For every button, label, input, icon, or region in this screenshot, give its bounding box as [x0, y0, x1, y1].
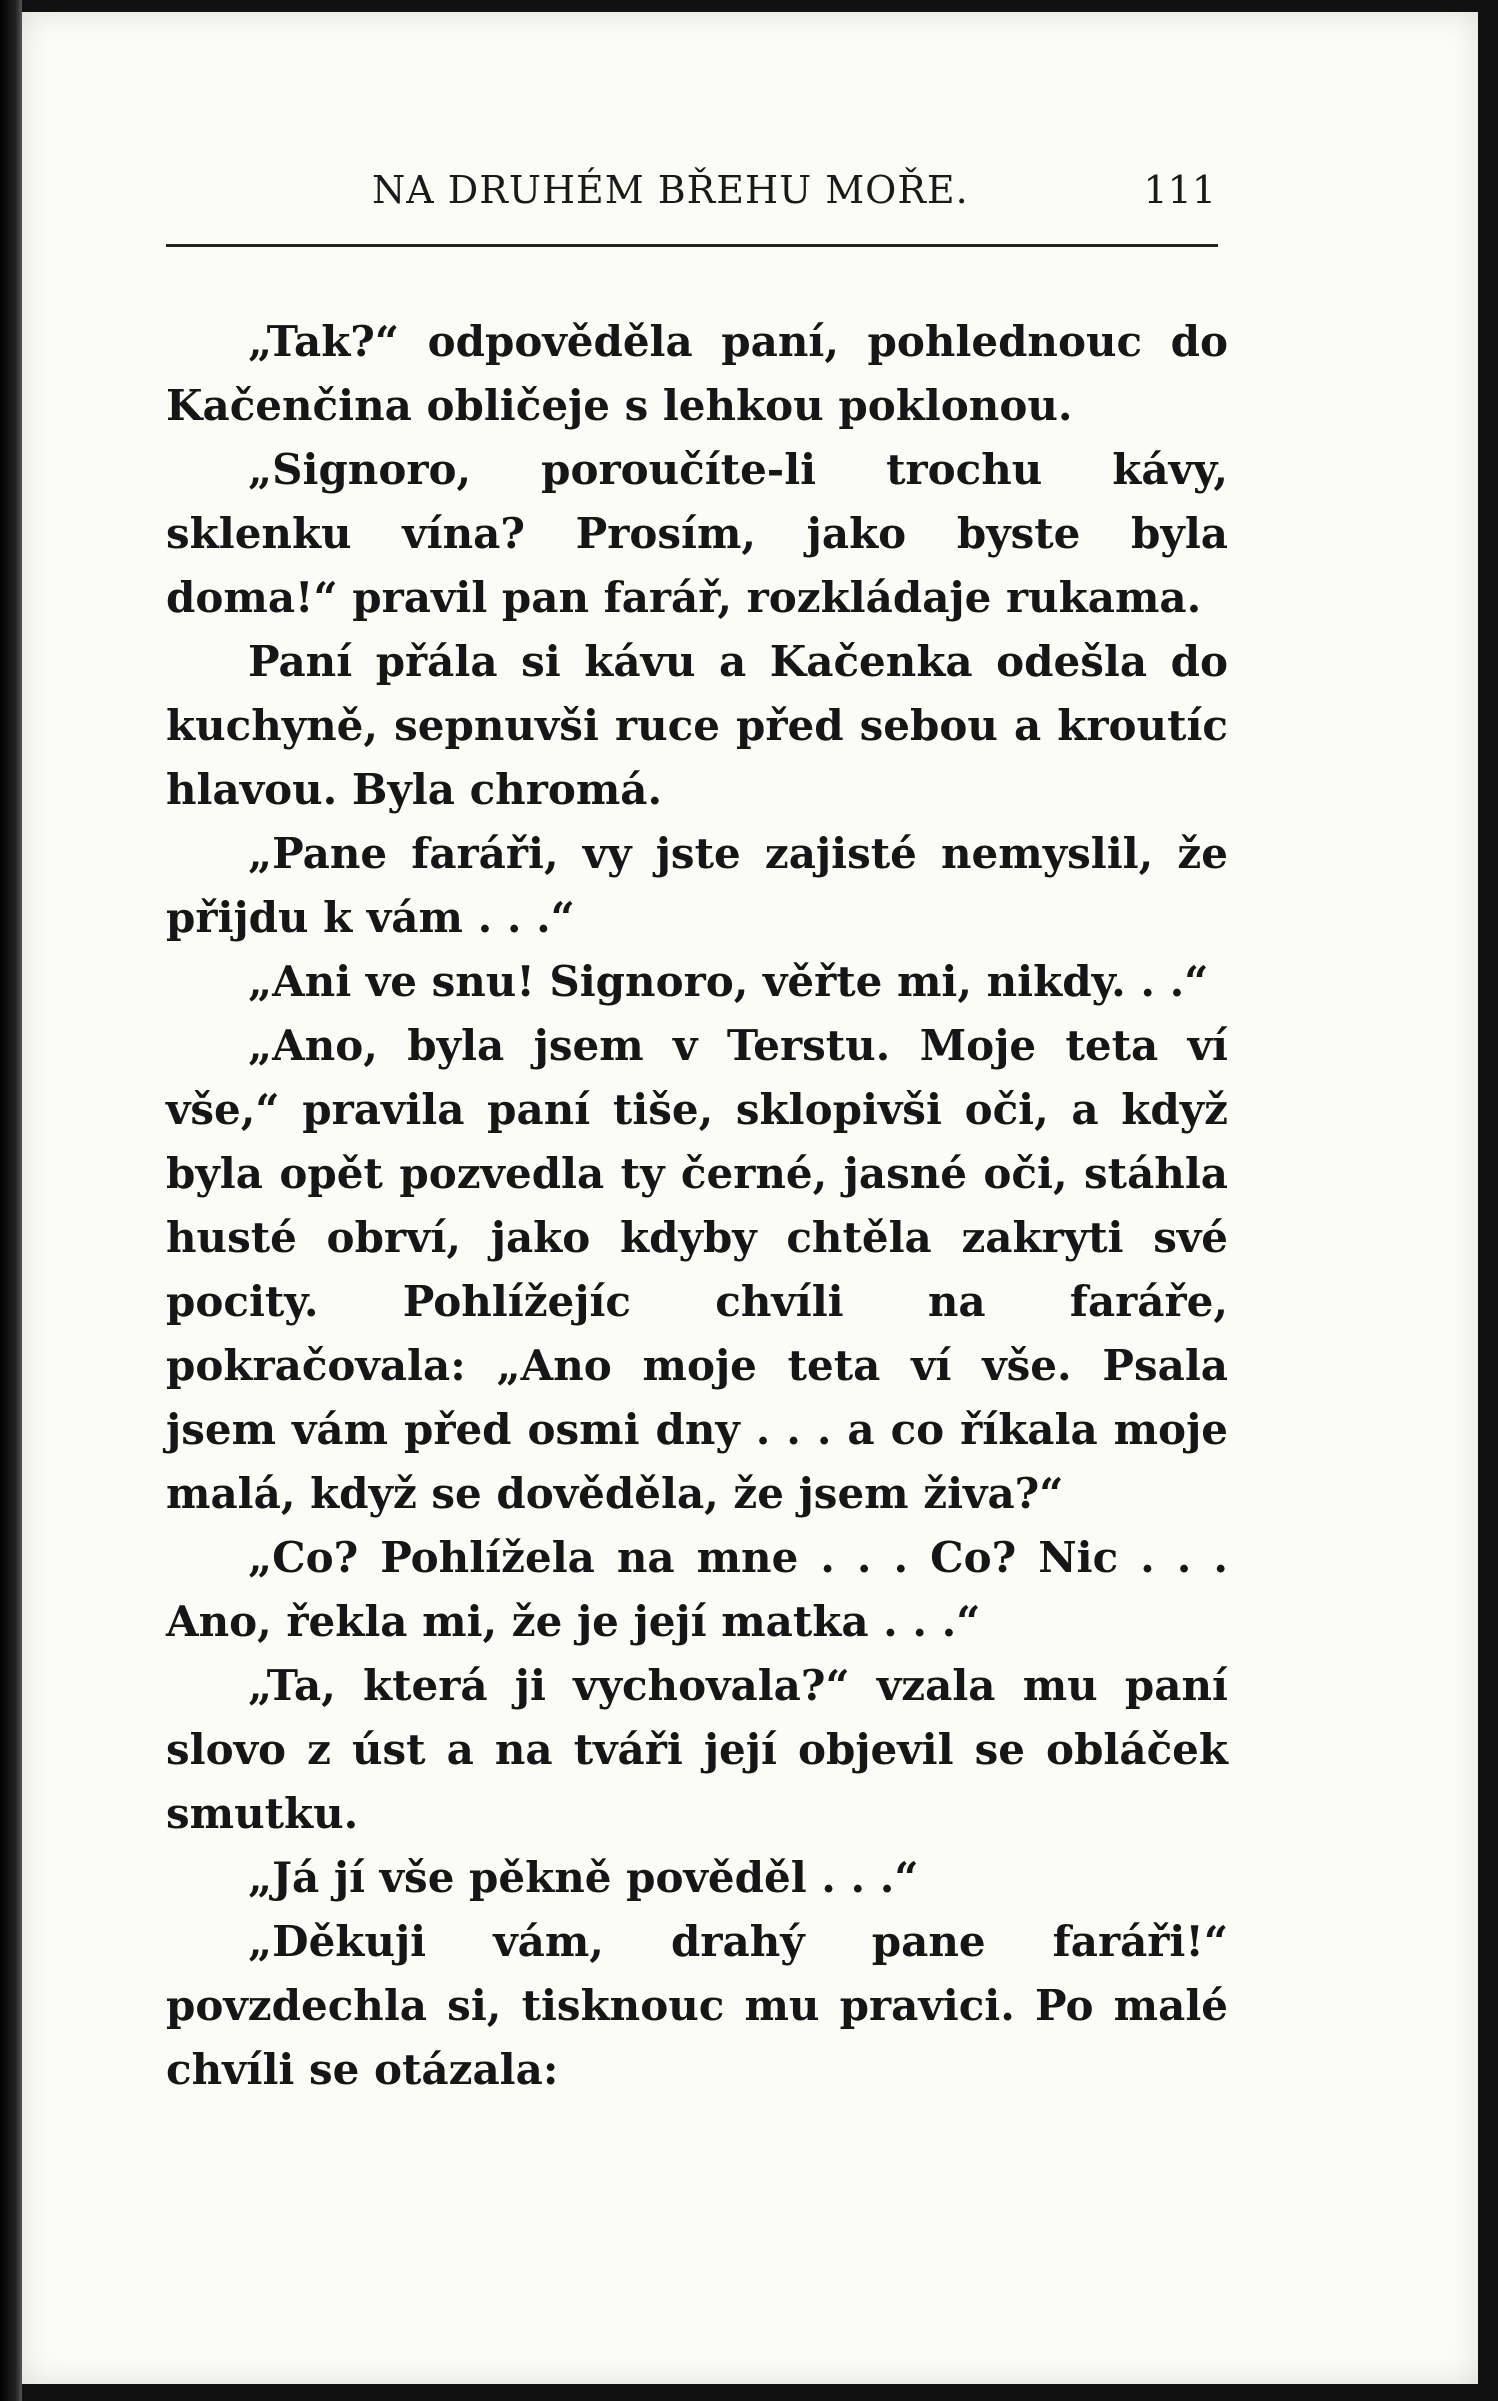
paragraph: „Pane faráři, vy jste zajisté nemyslil, že přijdu k vám . . .“ [166, 829, 1228, 942]
paragraph: „Ta, která ji vychovala?“ vzala mu paní slovo z úst a na tváři její objevil se obláček smutku. [166, 1661, 1228, 1838]
paragraph: „Ani ve snu! Signoro, věřte mi, nikdy. . .“ [248, 957, 1209, 1006]
running-title: NA DRUHÉM BŘEHU MOŘE. [372, 168, 969, 212]
paragraph: „Ano, byla jsem v Terstu. Moje teta ví vše,“ pravila paní tiše, sklopivši oči, a když byla opět pozvedla ty černé, jasné oči, stáhla husté obrví, jako kdyby chtěla zakryti své pocity. Pohlížejíc chvíli na faráře, pokračovala: „Ano moje teta ví vše. Psala jsem vám před osmi dny . . . a co říkala moje malá, když se dověděla, že jsem živa?“ [166, 1021, 1228, 1518]
page-header [166, 160, 1216, 220]
paragraph: „Co? Pohlížela na mne . . . Co? Nic . . . Ano, řekla mi, že je její matka . . .“ [166, 1533, 1228, 1646]
paragraph: „Děkuji vám, drahý pane faráři!“ povzdechla si, tisknouc mu pravici. Po malé chvíli se otázala: [166, 1917, 1228, 2094]
header-rule [166, 244, 1218, 247]
body-text [166, 310, 1228, 2102]
page-number: 111 [1143, 168, 1216, 212]
book-spine-edge [0, 0, 22, 2401]
paragraph: Paní přála si kávu a Kačenka odešla do kuchyně, sepnuvši ruce před sebou a kroutíc hlavou. Byla chromá. [166, 637, 1228, 814]
paragraph: „Signoro, poroučíte-li trochu kávy, sklenku vína? Prosím, jako byste byla doma!“ pravil pan farář, rozkládaje rukama. [166, 445, 1228, 622]
paragraph: „Tak?“ odpověděla paní, pohlednouc do Kačenčina obličeje s lehkou poklonou. [166, 317, 1228, 430]
paragraph: „Já jí vše pěkně pověděl . . .“ [248, 1853, 919, 1902]
